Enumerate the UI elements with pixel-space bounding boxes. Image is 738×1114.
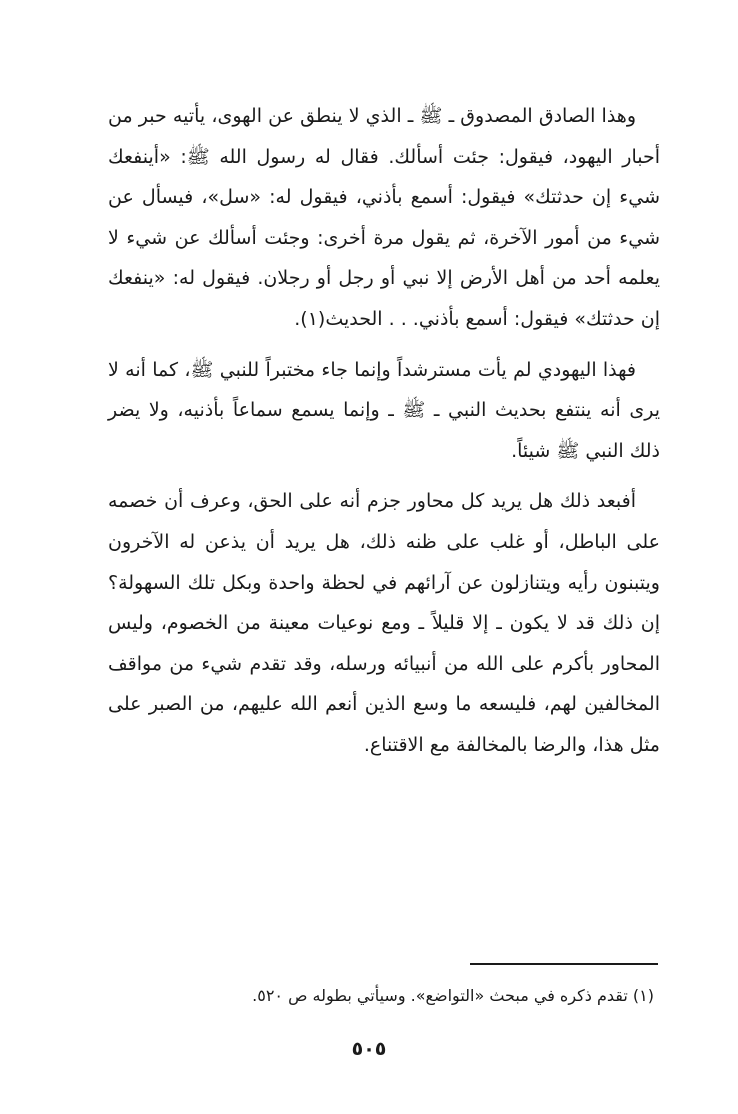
page-number: ٥٠٥ (351, 1038, 387, 1060)
main-text (108, 96, 660, 776)
footnote-1: (١) تقدم ذكره في مبحث «التواضع». وسيأتي بطوله ص ٥٢٠. (252, 986, 654, 1005)
paragraph-3: أفبعد ذلك هل يريد كل محاور جزم أنه على الحق، وعرف أن خصمه على الباطل، أو غلب على ظنه ذلك، هل يريد أن يذعن له الآخرون ويتبنون رأيه ويتنازلون عن آرائهم في لحظة واحدة وبكل تلك السهولة؟ إن ذلك قد لا يكون ـ إلا قليلاً ـ ومع نوعيات معينة من الخصوم، وليس المحاور بأكرم على الله من أنبيائه ورسله، وقد تقدم شيء من مواقف المخالفين لهم، فليسعه ما وسع الذين أنعم الله عليهم، من الصبر على مثل هذا، والرضا بالمخالفة مع الاقتناع. (108, 490, 660, 756)
paragraph-1: وهذا الصادق المصدوق ـ ﷺ ـ الذي لا ينطق عن الهوى، يأتيه حبر من أحبار اليهود، فيقول: جئت أسألك. فقال له رسول الله ﷺ: «أينفعك شيء إن حدثتك» فيقول: أسمع بأذني، فيقول له: «سل»، فيسأل عن شيء من أمور الآخرة، ثم يقول مرة أخرى: وجئت أسألك عن شيء لا يعلمه أحد من أهل الأرض إلا نبي أو رجل أو رجلان. فيقول له: «ينفعك إن حدثتك» فيقول: أسمع بأذني. . . الحديث(١). (108, 105, 660, 330)
footnote-separator (470, 963, 658, 965)
paragraph-2: فهذا اليهودي لم يأت مسترشداً وإنما جاء مختبراً للنبي ﷺ، كما أنه لا يرى أنه ينتفع بحديث النبي ـ ﷺ ـ وإنما يسمع سماعاً بأذنيه، ولا يضر ذلك النبي ﷺ شيئاً. (108, 358, 660, 462)
